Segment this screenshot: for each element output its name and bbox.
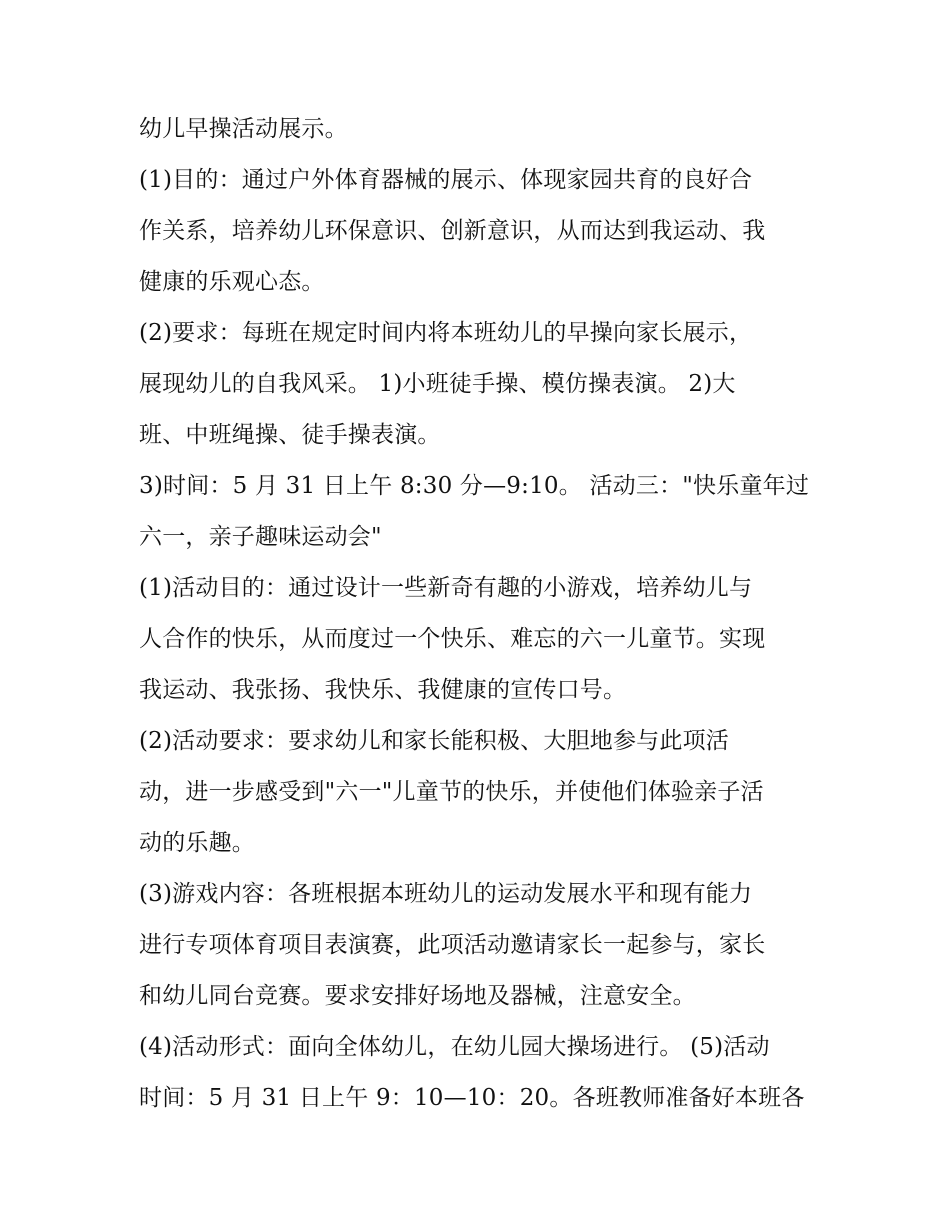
text-line: (3)游戏内容：各班根据本班幼儿的运动发展水平和现有能力 (139, 881, 753, 907)
text-line: 六一，亲子趣味运动会" (139, 524, 382, 550)
text-line: (4)活动形式：面向全体幼儿，在幼儿园大操场进行。 (5)活动 (139, 1034, 770, 1060)
text-line: 动的乐趣。 (139, 830, 255, 856)
text-line: 幼儿早操活动展示。 (139, 116, 348, 142)
text-line: 我运动、我张扬、我快乐、我健康的宣传口号。 (139, 677, 627, 703)
text-line: (1)活动目的：通过设计一些新奇有趣的小游戏，培养幼儿与 (139, 575, 753, 601)
text-line: 3)时间：5 月 31 日上午 8:30 分—9:10。 活动三："快乐童年过 (139, 473, 810, 499)
text-line: 健康的乐观心态。 (139, 269, 325, 295)
text-line: 进行专项体育项目表演赛，此项活动邀请家长一起参与，家长 (139, 932, 766, 958)
text-line: 动，进一步感受到"六一"儿童节的快乐，并使他们体验亲子活 (139, 779, 764, 805)
text-line: 人合作的快乐，从而度过一个快乐、难忘的六一儿童节。实现 (139, 626, 766, 652)
text-line: (1)目的：通过户外体育器械的展示、体现家园共育的良好合 (139, 167, 753, 193)
text-line: (2)活动要求：要求幼儿和家长能积极、大胆地参与此项活 (139, 728, 729, 754)
text-line: 展现幼儿的自我风采。 1)小班徒手操、模仿操表演。 2)大 (139, 371, 736, 397)
text-line: 班、中班绳操、徒手操表演。 (139, 422, 441, 448)
document-body (139, 104, 839, 1124)
text-line: 作关系，培养幼儿环保意识、创新意识，从而达到我运动、我 (139, 218, 766, 244)
text-line: 时间：5 月 31 日上午 9：10—10：20。各班教师准备好本班各 (139, 1085, 805, 1111)
text-line: 和幼儿同台竞赛。要求安排好场地及器械，注意安全。 (139, 983, 696, 1009)
text-line: (2)要求：每班在规定时间内将本班幼儿的早操向家长展示， (139, 320, 753, 346)
